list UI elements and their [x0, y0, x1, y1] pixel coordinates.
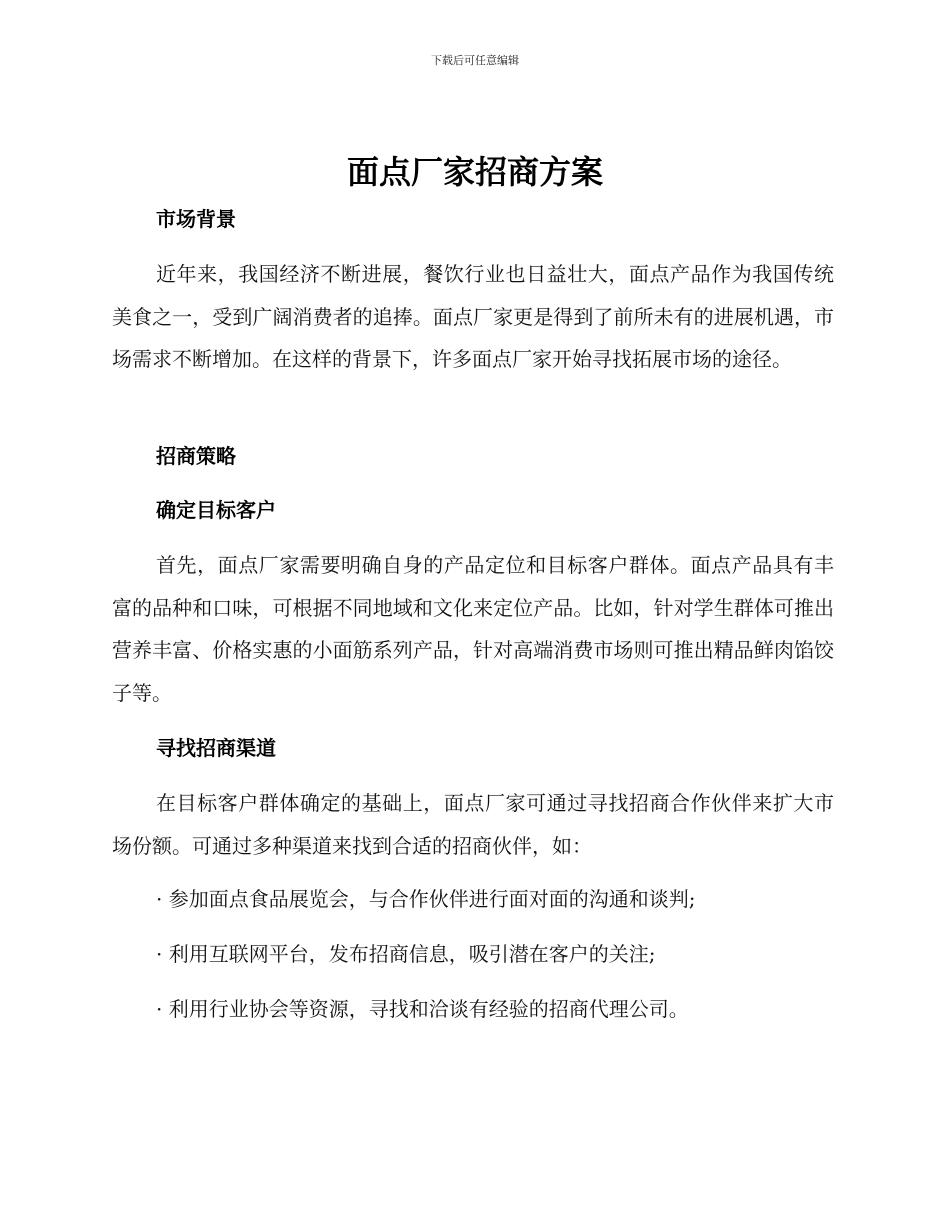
bullet-item: · 参加面点食品展览会，与合作伙伴进行面对面的沟通和谈判;: [156, 887, 696, 911]
bullet-item: · 利用行业协会等资源，寻找和洽谈有经验的招商代理公司。: [156, 997, 689, 1021]
paragraph-channels: 在目标客户群体确定的基础上，面点厂家可通过寻找招商合作伙伴来扩大市场份额。可通过多种渠道来找到合适的招商伙伴，如：: [112, 791, 834, 858]
section-heading-channels: 寻找招商渠道: [156, 736, 276, 760]
section-heading-strategy: 招商策略: [156, 444, 236, 468]
paragraph-market-background: 近年来，我国经济不断进展，餐饮行业也日益壮大，面点产品作为我国传统美食之一，受到广阔消费者的追捧。面点厂家更是得到了前所未有的进展机遇，市场需求不断增加。在这样的背景下，许多面点厂家开始寻找拓展市场的途径。: [112, 262, 834, 371]
paragraph-target-customers: 首先，面点厂家需要明确自身的产品定位和目标客户群体。面点产品具有丰富的品种和口味，可根据不同地域和文化来定位产品。比如，针对学生群体可推出营养丰富、价格实惠的小面筋系列产品，针对高端消费市场则可推出精品鲜肉馅饺子等。: [112, 553, 834, 705]
section-heading-target-customers: 确定目标客户: [156, 498, 276, 522]
section-heading-market-background: 市场背景: [156, 207, 236, 231]
bullet-item: · 利用互联网平台，发布招商信息，吸引潜在客户的关注;: [156, 942, 656, 966]
document-title: 面点厂家招商方案: [346, 153, 603, 191]
page-header-note: 下载后可任意编辑: [431, 54, 519, 67]
